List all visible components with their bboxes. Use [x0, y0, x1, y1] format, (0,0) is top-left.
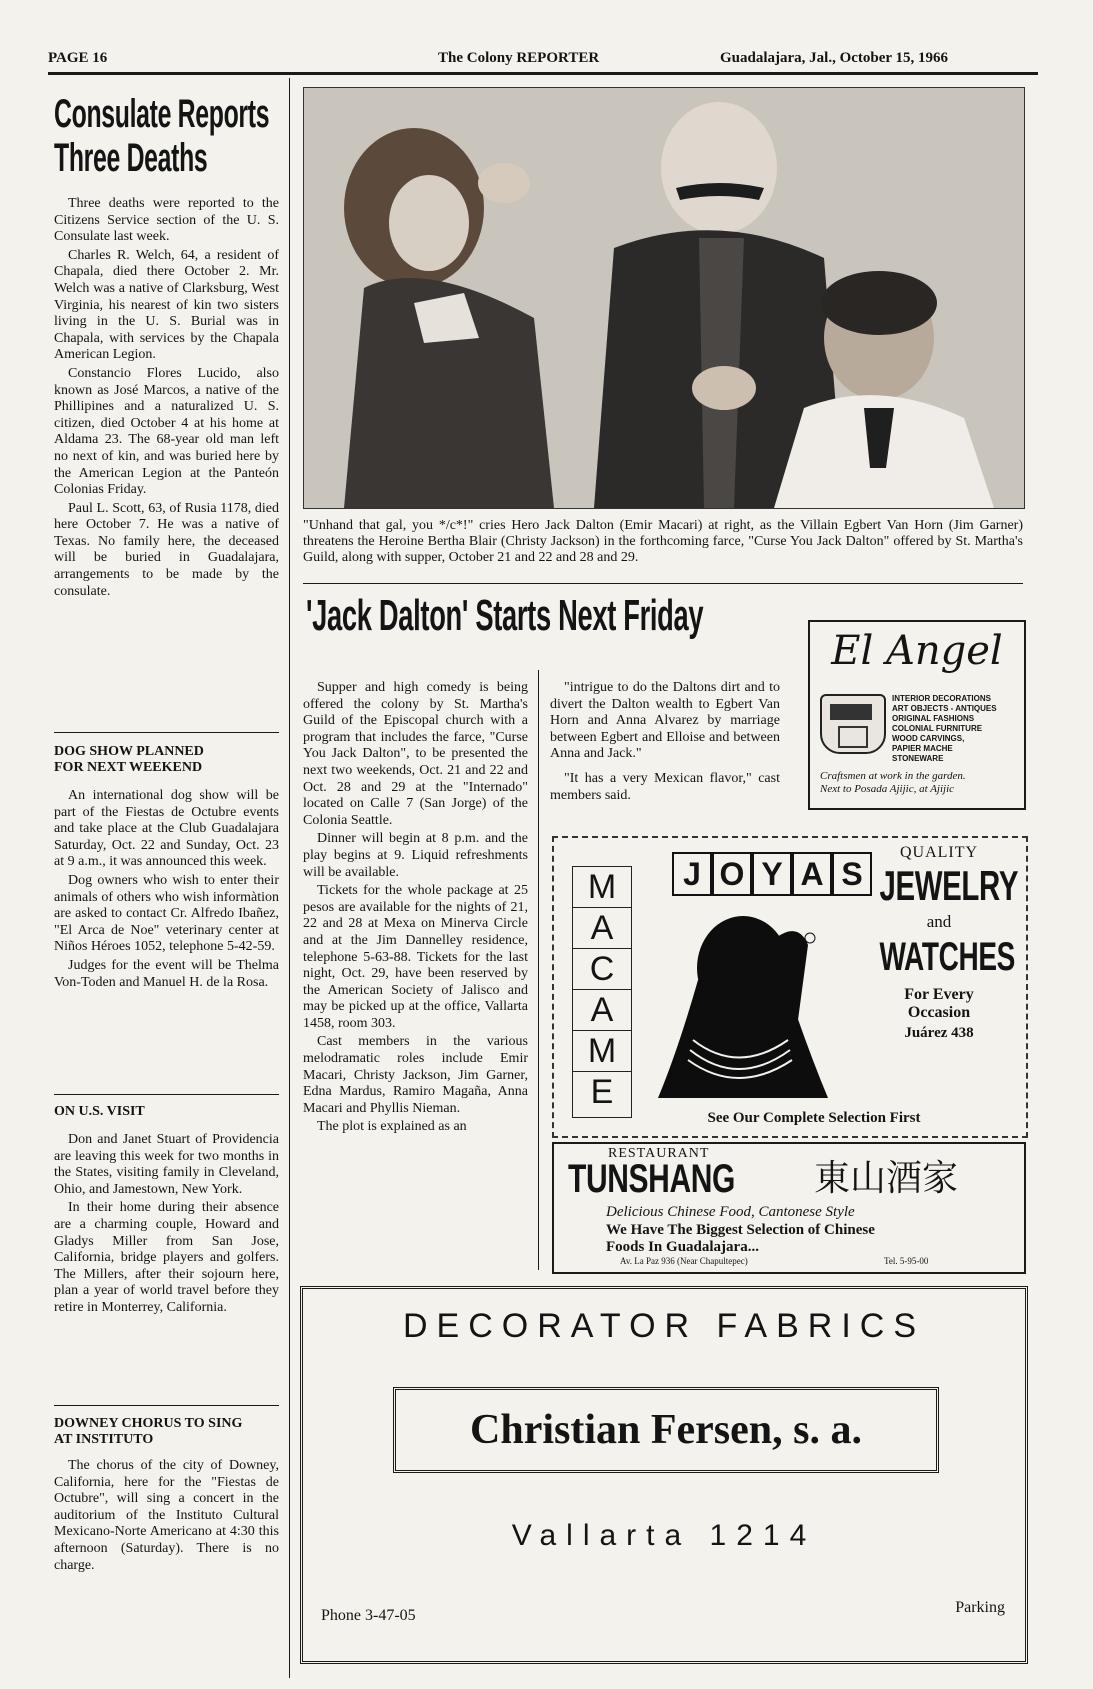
dog-show-paragraph: Dog owners who wish to enter their animals of others who wish informàtion are asked to contact Cr. Alfredo Ibañez, "El Arca de Noe" veterinary center at Niños Héroes 1052, telephone 5-42-59.	[54, 872, 279, 955]
joyas-letters	[672, 852, 872, 896]
joyas-footer: See Our Complete Selection First	[707, 1110, 921, 1126]
joyas-for-every: For Every	[904, 986, 974, 1003]
fabrics-address: Vallarta 1214	[511, 1519, 817, 1552]
downey-heading-line1: DOWNEY CHORUS TO SING	[54, 1416, 243, 1431]
el-angel-services	[892, 694, 1020, 764]
joyas-occasion: Occasion	[907, 1004, 971, 1021]
dalton-paragraph: Tickets for the whole package at 25 pesos are available for the nights of 21, 22 and 28 at Mexa on Minerva Circle and at the Jim Dannelley residence, telephone 5-63-88. Tickets for the last night, Oct. 29, have been reserved by the American Society of Jalisco and may be picked up at the office, Vallarta 1458, room 303.	[303, 883, 528, 1031]
joyas-jewelry: JEWELRY	[879, 862, 1019, 909]
macame-letter: A	[573, 990, 631, 1031]
el-angel-footer	[820, 770, 1020, 796]
dog-show-heading-line1: DOG SHOW PLANNED	[54, 744, 204, 759]
dalton-paragraph: The plot is explained as an	[317, 1119, 467, 1135]
tunshang-ad	[552, 1142, 1026, 1274]
masthead	[48, 46, 1038, 74]
macame-letter: M	[573, 867, 631, 908]
joyas-letter: A	[792, 852, 832, 896]
fabrics-title: DECORATOR FABRICS	[402, 1307, 926, 1345]
joyas-letter: O	[712, 852, 752, 896]
macame-letter: A	[573, 908, 631, 949]
joyas-address: Juárez 438	[904, 1025, 974, 1041]
us-visit-heading: ON U.S. VISIT	[54, 1104, 145, 1119]
dog-show-heading-line2: FOR NEXT WEEKEND	[54, 760, 203, 775]
photo-caption: "Unhand that gal, you */c*!" cries Hero Jack Dalton (Emir Macari) at right, as the Villain Egbert Van Horn (Jim Garner) threatens the Heroine Bertha Blair (Christy Jackson) in the forthcoming farce, "Curse You Jack Dalton" offered by St. Martha's Guild, along with supper, October 21 and 22 and 28 and 29.	[303, 518, 1023, 565]
el-angel-line: WOOD CARVINGS,	[892, 734, 965, 743]
downey-article	[54, 1416, 279, 1576]
consulate-headline	[54, 92, 279, 180]
tunshang-line3: Foods In Guadalajara...	[606, 1239, 759, 1255]
page-number: PAGE 16	[48, 50, 108, 66]
dog-show-paragraph: An international dog show will be part of the Fiestas de Octubre events and take place at the Club Guadalajara Saturday, Oct. 22 and Sunday, Oct. 23 at 9 a.m., it was announced this week.	[54, 788, 279, 870]
downey-body	[54, 1458, 279, 1574]
el-angel-line: ART OBJECTS - ANTIQUES	[892, 704, 997, 713]
woman-silhouette-illustration	[638, 900, 828, 1098]
joyas-text	[854, 844, 1024, 1044]
macame-letter: E	[590, 1073, 614, 1111]
joyas-letter: J	[672, 852, 712, 896]
dog-show-body	[54, 788, 279, 991]
dalton-headline: 'Jack Dalton' Starts Next Friday	[306, 591, 704, 640]
el-angel-name: El Angel	[831, 628, 1003, 674]
consulate-paragraph: Charles R. Welch, 64, a resident of Chapala, died there October 2. Mr. Welch was a native of Clarksburg, West Virginia, his nearest of kin two sisters living in the U. S. Burial was in Chapala, with services by the Chapala American Legion.	[54, 247, 279, 363]
tunshang-address: Av. La Paz 936 (Near Chapultepec)	[620, 1256, 748, 1266]
section-rule	[303, 583, 1023, 584]
consulate-article	[54, 92, 279, 602]
dog-show-article	[54, 744, 279, 993]
tunshang-tel: Tel. 5-95-00	[884, 1256, 929, 1266]
joyas-and: and	[926, 912, 952, 931]
paper-name: The Colony REPORTER	[438, 50, 600, 66]
el-angel-line: ORIGINAL FASHIONS	[892, 714, 975, 723]
joyas-watches: WATCHES	[879, 935, 1015, 979]
tunshang-label: RESTAURANT	[608, 1146, 710, 1161]
fabrics-parking: Parking	[955, 1599, 1005, 1616]
joyas-ad	[552, 836, 1028, 1138]
dalton-paragraph: Dinner will begin at 8 p.m. and the play begins at 9. Liquid refreshments will be available.	[303, 831, 528, 880]
dalton-paragraph: Supper and high comedy is being offered the colony by St. Martha's Guild of the Episcopal church with a program that includes the farce, "Curse You Jack Dalton", to be presented the next two weekends, Oct. 21 and 22 and Oct. 28 and 29 at the "Internado" located on Calle 7 (San Jorge) of the Colonia Seattle.	[303, 680, 528, 828]
section-rule	[54, 1405, 279, 1406]
chair-icon	[820, 694, 886, 754]
consulate-body	[54, 196, 279, 600]
el-angel-ad	[808, 620, 1026, 810]
us-visit-paragraph: Don and Janet Stuart of Providencia are leaving this week for two months in the States, visiting family in Cleveland, Ohio, and Jamestown, New York.	[54, 1132, 279, 1197]
us-visit-body	[54, 1132, 279, 1317]
dalton-column-1	[303, 680, 528, 1138]
section-rule	[54, 1094, 279, 1095]
downey-heading-line2: AT INSTITUTO	[54, 1432, 154, 1447]
masthead-rule	[48, 72, 1038, 75]
column-divider	[289, 78, 290, 1678]
dog-show-heading	[54, 744, 279, 776]
consulate-paragraph: Constancio Flores Lucido, also known as José Marcos, a native of the Phillipines and a naturalized U. S. citizen, died October 4 at his home at Aldama 23. The 68-year old man left no next of kin, and was buried here by the American Legion at the Panteón Colonias Friday.	[54, 365, 279, 498]
macame-grid	[572, 866, 632, 1118]
el-angel-line: STONEWARE	[892, 754, 944, 763]
dalton-paragraph: Cast members in the various melodramatic roles include Emir Macari, Christy Jackson, Jim Garner, Edna Mardus, Ramiro Magaña, Anna Macari and Phyllis Nieman.	[303, 1034, 528, 1116]
dog-show-paragraph: Judges for the event will be Thelma Von-Toden and Manuel H. de la Rosa.	[54, 957, 279, 990]
photo-illustration	[304, 88, 1024, 508]
fabrics-phone: Phone 3-47-05	[321, 1607, 416, 1624]
tunshang-chinese: 東山酒家	[814, 1158, 959, 1199]
joyas-quality: QUALITY	[899, 844, 979, 861]
consulate-headline-line2: Three Deaths	[54, 136, 208, 180]
consulate-paragraph: Three deaths were reported to the Citizens Service section of the U. S. Consulate last week.	[54, 196, 279, 245]
section-rule	[54, 732, 279, 733]
tunshang-line2: We Have The Biggest Selection of Chinese	[606, 1222, 875, 1238]
dateline: Guadalajara, Jal., October 15, 1966	[720, 50, 949, 66]
dalton-column-2	[550, 680, 780, 806]
dalton-paragraph: "It has a very Mexican flavor," cast members said.	[550, 770, 780, 803]
el-angel-address: Next to Posada Ajijic, at Ajijic	[820, 783, 955, 795]
consulate-paragraph: Paul L. Scott, 63, of Rusia 1178, died here October 7. He was a native of Texas. No family here, the deceased will be buried in Guadalajara, arrangements to be made by the consulate.	[54, 500, 279, 599]
el-angel-tagline: Craftsmen at work in the garden.	[820, 770, 966, 782]
dalton-paragraph: "intrigue to do the Daltons dirt and to divert the Dalton wealth to Egbert Van Horn and Anna Alvarez by marriage between Egbert and Elloise and between Anna and Jack."	[550, 680, 780, 762]
downey-paragraph: The chorus of the city of Downey, California, here for the "Fiestas de Octubre", will sing a concert in the auditorium of the Instituto Cultural Mexicano-Norte Americano at 4:30 this afternoon (Saturday). There is no charge.	[54, 1458, 279, 1573]
joyas-letter: Y	[752, 852, 792, 896]
joyas-letter: S	[832, 852, 872, 896]
macame-letter: M	[573, 1031, 631, 1072]
play-photo	[303, 87, 1025, 509]
el-angel-line: INTERIOR DECORATIONS	[892, 694, 991, 703]
downey-heading	[54, 1416, 279, 1448]
consulate-headline-line1: Consulate Reports	[54, 92, 270, 136]
fabrics-company: Christian Fersen, s. a.	[393, 1387, 939, 1473]
decorator-fabrics-ad	[300, 1286, 1028, 1664]
column-divider	[538, 670, 539, 1270]
us-visit-paragraph: In their home during their absence are a charming couple, Howard and Gladys Miller from San Jose, California, bridge players and golfers. The Millers, after their sojourn here, plan a year of world travel before they retire in Monterrey, California.	[54, 1200, 279, 1315]
el-angel-line: COLONIAL FURNITURE	[892, 724, 983, 733]
el-angel-line: PAPIER MACHE	[892, 744, 953, 753]
us-visit-article	[54, 1104, 279, 1319]
tunshang-name: TUNSHANG	[568, 1157, 736, 1201]
tunshang-line1: Delicious Chinese Food, Cantonese Style	[606, 1204, 855, 1220]
macame-letter: C	[573, 949, 631, 990]
